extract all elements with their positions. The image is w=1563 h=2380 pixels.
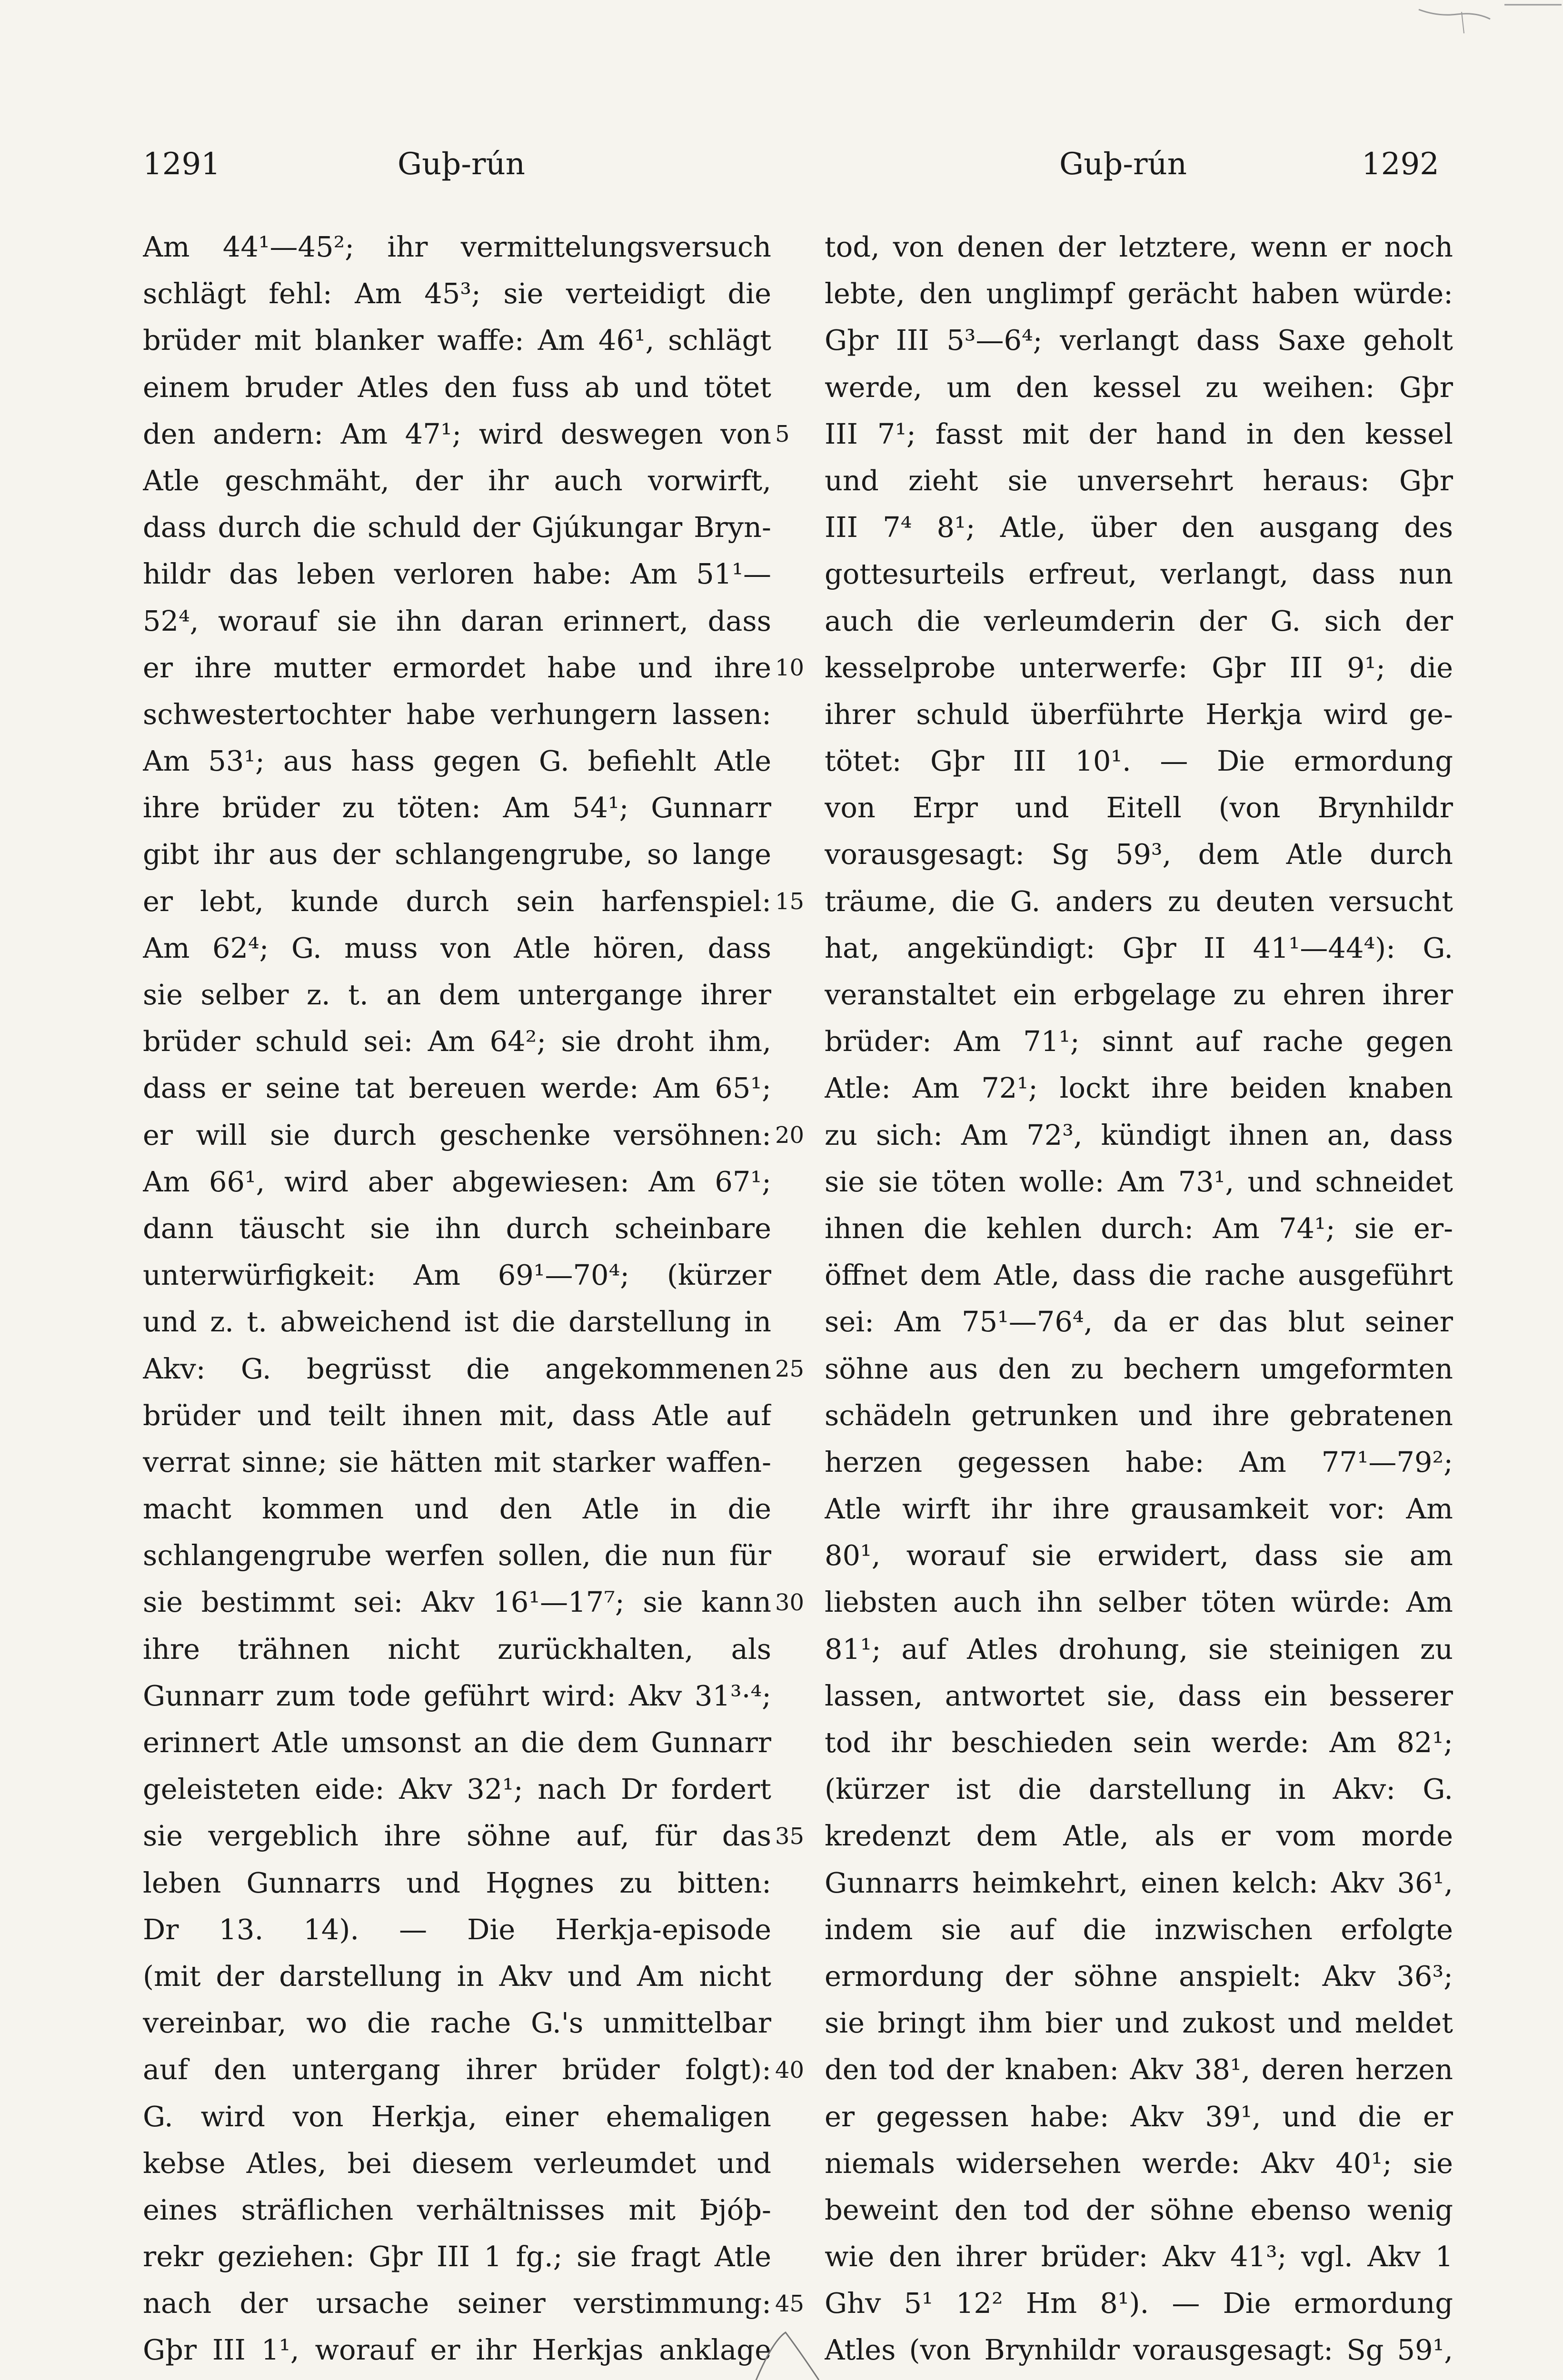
left-column-line: vereinbar, wo die rache G.'s unmittelbar [143, 2006, 771, 2040]
left-column-line: Am 66¹, wird aber abgewiesen: Am 67¹; [143, 1165, 771, 1198]
left-column-line: verrat sinne; sie hätten mit starker waffen- [143, 1445, 771, 1478]
right-column-line: tod, von denen der letztere, wenn er noch [825, 230, 1453, 263]
right-column-line: ihnen die kehlen durch: Am 74¹; sie er- [825, 1211, 1453, 1245]
left-column-line: Gþr III 1¹, worauf er ihr Herkjas anklage [143, 2333, 771, 2367]
right-column-line: wie den ihrer brüder: Akv 41³; vgl. Akv 1 [825, 2240, 1453, 2273]
right-page-number: 1292 [1362, 147, 1439, 182]
right-column-line: werde, um den kessel zu weihen: Gþr [825, 370, 1453, 404]
right-column-line: 80¹, worauf sie erwidert, dass sie am [825, 1539, 1453, 1572]
left-column-line: Am 53¹; aus hass gegen G. befiehlt Atle [143, 744, 771, 778]
left-column-line: er ihre mutter ermordet habe und ihre [143, 651, 771, 684]
right-column-line: tötet: Gþr III 10¹. — Die ermordung [825, 744, 1453, 778]
right-column-line: Atle: Am 72¹; lockt ihre beiden knaben [825, 1071, 1453, 1105]
left-column-line: Am 44¹—45²; ihr vermittelungsversuch [143, 230, 771, 263]
line-number: 40 [775, 2056, 805, 2083]
right-column-line: niemals widersehen werde: Akv 40¹; sie [825, 2146, 1453, 2180]
left-column-line: nach der ursache seiner verstimmung: [143, 2287, 771, 2320]
left-running-headword: Guþ-rún [398, 147, 525, 182]
right-column-line: herzen gegessen habe: Am 77¹—79²; [825, 1445, 1453, 1478]
line-number: 45 [775, 2290, 805, 2317]
right-column-line: auch die verleumderin der G. sich der [825, 604, 1453, 637]
right-column-line: hat, angekündigt: Gþr II 41¹—44⁴): G. [825, 931, 1453, 964]
left-column-line: brüder und teilt ihnen mit, dass Atle auf [143, 1398, 771, 1432]
right-column-line: beweint den tod der söhne ebenso wenig [825, 2193, 1453, 2226]
left-column-line: schwestertochter habe verhungern lassen: [143, 697, 771, 731]
line-number: 15 [775, 888, 805, 915]
left-column-line: Gunnarr zum tode geführt wird: Akv 31³·⁴; [143, 1679, 771, 1712]
left-column-line: den andern: Am 47¹; wird deswegen von [143, 417, 771, 450]
right-column-line: liebsten auch ihn selber töten würde: Am [825, 1586, 1453, 1619]
left-column-line: er will sie durch geschenke versöhnen: [143, 1118, 771, 1151]
left-column-line: er lebt, kunde durch sein harfenspiel: [143, 884, 771, 918]
right-column-line: kredenzt dem Atle, als er vom morde [825, 1819, 1453, 1853]
right-column-line: ermordung der söhne anspielt: Akv 36³; [825, 1959, 1453, 1993]
right-column-line: und zieht sie unversehrt heraus: Gþr [825, 464, 1453, 497]
right-column-line: lebte, den unglimpf gerächt haben würde: [825, 277, 1453, 310]
right-column-line: von Erpr und Eitell (von Brynhildr [825, 791, 1453, 824]
left-column-line: und z. t. abweichend ist die darstellung in [143, 1305, 771, 1339]
left-column-line: kebse Atles, bei diesem verleumdet und [143, 2146, 771, 2180]
left-column-line: eines sträflichen verhältnisses mit Þjóþ- [143, 2193, 771, 2226]
right-column-line: sie sie töten wolle: Am 73¹, und schneidet [825, 1165, 1453, 1198]
left-column-line: Dr 13. 14). — Die Herkja-episode [143, 1913, 771, 1946]
left-column-line: sie bestimmt sei: Akv 16¹—17⁷; sie kann [143, 1586, 771, 1619]
left-column-line: Akv: G. begrüsst die angekommenen [143, 1352, 771, 1385]
line-number: 30 [775, 1589, 805, 1616]
right-column-line: sie bringt ihm bier und zukost und meldet [825, 2006, 1453, 2040]
left-column-line: unterwürfigkeit: Am 69¹—70⁴; (kürzer [143, 1259, 771, 1292]
line-number: 20 [775, 1121, 805, 1149]
left-column-line: (mit der darstellung in Akv und Am nicht [143, 1959, 771, 1993]
corner-scribble-mark [1409, 0, 1563, 38]
right-column-line: schädeln getrunken und ihre gebratenen [825, 1398, 1453, 1432]
right-column-line: ihrer schuld überführte Herkja wird ge- [825, 697, 1453, 731]
left-column-line: ihre brüder zu töten: Am 54¹; Gunnarr [143, 791, 771, 824]
left-column-line [143, 2374, 771, 2380]
line-number: 35 [775, 1823, 805, 1850]
left-column-line: brüder schuld sei: Am 64²; sie droht ihm, [143, 1025, 771, 1058]
left-column-line: sie vergeblich ihre söhne auf, für das [143, 1819, 771, 1853]
right-column-line: Atle wirft ihr ihre grausamkeit vor: Am [825, 1492, 1453, 1526]
right-column-line: er gegessen habe: Akv 39¹, und die er [825, 2100, 1453, 2133]
left-column-line: einem bruder Atles den fuss ab und tötet [143, 370, 771, 404]
right-column-line: vorausgesagt: Sg 59³, dem Atle durch [825, 838, 1453, 871]
right-column-line: sei: Am 75¹—76⁴, da er das blut seiner [825, 1305, 1453, 1339]
right-column-line: gottesurteils erfreut, verlangt, dass nun [825, 557, 1453, 591]
right-column-line: brüder: Am 71¹; sinnt auf rache gegen [825, 1025, 1453, 1058]
left-column-line: Atle geschmäht, der ihr auch vorwirft, [143, 464, 771, 497]
right-column-line: III 7¹; fasst mit der hand in den kessel [825, 417, 1453, 450]
right-column-line: träume, die G. anders zu deuten versucht [825, 884, 1453, 918]
left-column-line: brüder mit blanker waffe: Am 46¹, schlägt [143, 324, 771, 357]
left-column-line: auf den untergang ihrer brüder folgt): [143, 2053, 771, 2086]
right-column-line: Ghv 5¹ 12² Hm 8¹). — Die ermordung [825, 2287, 1453, 2320]
right-column-line: Atles (von Brynhildr vorausgesagt: Sg 59¹, [825, 2333, 1453, 2367]
right-column-line: söhne aus den zu bechern umgeformten [825, 1352, 1453, 1385]
right-column-line: veranstaltet ein erbgelage zu ehren ihrer [825, 978, 1453, 1011]
left-column-line: schlangengrube werfen sollen, die nun für [143, 1539, 771, 1572]
right-column-line: kesselprobe unterwerfe: Gþr III 9¹; die [825, 651, 1453, 684]
right-column-line: indem sie auf die inzwischen erfolgte [825, 1913, 1453, 1946]
right-column-line: tod ihr beschieden sein werde: Am 82¹; [825, 1726, 1453, 1759]
right-text-column [825, 224, 1453, 2380]
left-column-line: gibt ihr aus der schlangengrube, so lange [143, 838, 771, 871]
left-column-line: leben Gunnarrs und Hǫgnes zu bitten: [143, 1866, 771, 1899]
right-column-line: Gunnarrs heimkehrt, einen kelch: Akv 36¹, [825, 1866, 1453, 1899]
left-column-line: schlägt fehl: Am 45³; sie verteidigt die [143, 277, 771, 310]
right-column-line: lassen, antwortet sie, dass ein besserer [825, 1679, 1453, 1712]
right-column-line: 81¹; auf Atles drohung, sie steinigen zu [825, 1632, 1453, 1666]
left-text-column [143, 224, 771, 2380]
left-column-line: geleisteten eide: Akv 32¹; nach Dr fordert [143, 1773, 771, 1806]
left-column-line: dass durch die schuld der Gjúkungar Bryn- [143, 511, 771, 544]
right-running-headword: Guþ-rún [1059, 147, 1187, 182]
bottom-pencil-mark [743, 2323, 838, 2380]
left-column-line: dass er seine tat bereuen werde: Am 65¹; [143, 1071, 771, 1105]
right-column-line: zu sich: Am 72³, kündigt ihnen an, dass [825, 1118, 1453, 1151]
line-number: 25 [775, 1355, 805, 1382]
left-column-line: Am 62⁴; G. muss von Atle hören, dass [143, 931, 771, 964]
right-column-line: III 7⁴ 8¹; Atle, über den ausgang des [825, 511, 1453, 544]
right-column-line: öffnet dem Atle, dass die rache ausgeführt [825, 1259, 1453, 1292]
right-column-line: den tod der knaben: Akv 38¹, deren herzen [825, 2053, 1453, 2086]
left-column-line: G. wird von Herkja, einer ehemaligen [143, 2100, 771, 2133]
line-number: 10 [775, 654, 805, 681]
left-column-line: rekr geziehen: Gþr III 1 fg.; sie fragt Atle [143, 2240, 771, 2273]
right-column-line: (kürzer ist die darstellung in Akv: G. [825, 1773, 1453, 1806]
right-column-line [825, 2374, 1453, 2380]
right-column-line: Gþr III 5³—6⁴; verlangt dass Saxe geholt [825, 324, 1453, 357]
left-column-line: 52⁴, worauf sie ihn daran erinnert, dass [143, 604, 771, 637]
left-column-line: macht kommen und den Atle in die [143, 1492, 771, 1526]
left-page-number: 1291 [143, 147, 220, 182]
left-column-line: sie selber z. t. an dem untergange ihrer [143, 978, 771, 1011]
left-column-line: dann täuscht sie ihn durch scheinbare [143, 1211, 771, 1245]
left-column-line: erinnert Atle umsonst an die dem Gunnarr [143, 1726, 771, 1759]
left-column-line: hildr das leben verloren habe: Am 51¹— [143, 557, 771, 591]
left-column-line: ihre trähnen nicht zurückhalten, als [143, 1632, 771, 1666]
line-number: 5 [775, 420, 790, 447]
